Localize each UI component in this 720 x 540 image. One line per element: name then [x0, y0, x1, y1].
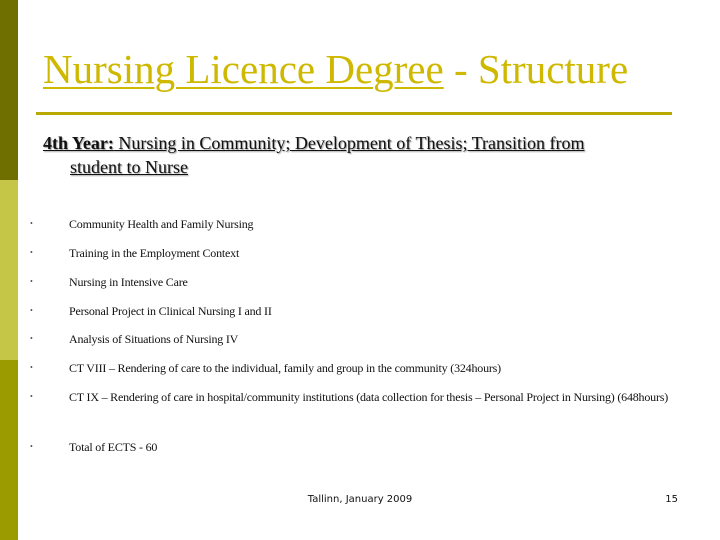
bullet-icon: •: [30, 277, 33, 286]
bullet-icon: •: [30, 442, 33, 451]
footer-text: Tallinn, January 2009: [307, 494, 413, 505]
subtitle-line-2: student to Nurse: [70, 157, 188, 177]
subtitle-lead: 4th Year:: [43, 133, 114, 153]
list-item-text: Analysis of Situations of Nursing IV: [69, 332, 239, 346]
list-item: [30, 300, 669, 322]
list-item-text: Nursing in Intensive Care: [69, 275, 188, 289]
slide-title-rest: - Structure: [443, 46, 629, 92]
list-item: [30, 328, 669, 350]
list-item: [30, 271, 669, 293]
bullet-icon: •: [30, 248, 33, 257]
list-item-text: CT VIII – Rendering of care to the individual, family and group in the community (324hours): [69, 361, 501, 375]
bullet-icon: •: [30, 363, 33, 372]
list-item-text: Community Health and Family Nursing: [69, 217, 254, 231]
list-item: [30, 242, 669, 264]
slide-title-link[interactable]: Nursing Licence Degree: [43, 46, 444, 92]
bullet-icon: •: [30, 334, 33, 343]
bullet-icon: •: [30, 306, 33, 315]
list-item: [30, 213, 669, 235]
list-item-text: CT IX – Rendering of care in hospital/community institutions (data collection for thesis – Personal Project in Nursing) (648hours): [69, 390, 669, 404]
list-item-text: Training in the Employment Context: [69, 246, 240, 260]
page-number: 15: [665, 494, 678, 505]
list-item-text: Personal Project in Clinical Nursing I and II: [69, 304, 272, 318]
list-item: [30, 386, 669, 408]
list-item: [30, 436, 669, 458]
bullet-icon: •: [30, 392, 33, 401]
list-item-text: Total of ECTS - 60: [69, 440, 158, 454]
subtitle-line-1: Nursing in Community; Development of Thesis; Transition from: [113, 133, 585, 153]
bullet-icon: •: [30, 219, 33, 228]
list-item: [30, 357, 669, 379]
